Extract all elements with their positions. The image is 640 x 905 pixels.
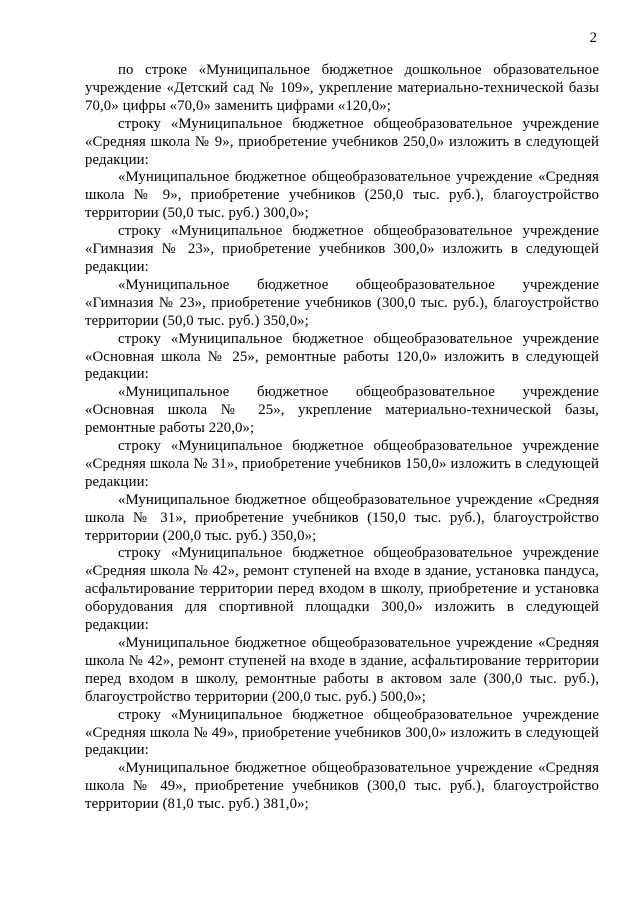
paragraph: строку «Муниципальное бюджетное общеобразовательное учреждение «Гимназия № 23», приобретение учебников 300,0» изложить в следующей редакции: — [85, 223, 599, 275]
paragraph: по строке «Муниципальное бюджетное дошкольное образовательное учреждение «Детский сад № 109», укрепление материально-технической базы 70,0» цифры «70,0» заменить цифрами «120,0»; — [85, 62, 599, 114]
paragraph: «Муниципальное бюджетное общеобразовательное учреждение «Гимназия № 23», приобретение учебников (300,0 тыс. руб.), благоустройство территории (50,0 тыс. руб.) 350,0»; — [85, 276, 599, 329]
page-number: 2 — [589, 30, 597, 46]
paragraph: строку «Муниципальное бюджетное общеобразовательное учреждение «Средняя школа № 9», приобретение учебников 250,0» изложить в следующей редакции: — [85, 115, 599, 168]
paragraph: строку «Муниципальное бюджетное общеобразовательное учреждение «Средняя школа № 49», приобретение учебников 300,0» изложить в следующей редакции: — [85, 706, 599, 759]
paragraph: строку «Муниципальное бюджетное общеобразовательное учреждение «Основная школа № 25», ремонтные работы 120,0» изложить в следующей редакции: — [85, 330, 599, 383]
paragraph: «Муниципальное бюджетное общеобразовательное учреждение «Средняя школа № 42», ремонт ступеней на входе в здание, асфальтирование территории перед входом в школу, ремонтные работы в актовом зале (300,0 тыс. руб.), благоустройство территории (200,0 тыс. руб.) 500,0»; — [85, 635, 599, 705]
paragraph: строку «Муниципальное бюджетное общеобразовательное учреждение «Средняя школа № 42», ремонт ступеней на входе в здание, установка пандуса, асфальтирование территории перед входом в школу, приобретение и установка оборудования для спортивной площадки 300,0» изложить в следующей редакции: — [85, 545, 599, 634]
paragraph: «Муниципальное бюджетное общеобразовательное учреждение «Средняя школа № 9», приобретение учебников (250,0 тыс. руб.), благоустройство территории (50,0 тыс. руб.) 300,0»; — [85, 169, 599, 222]
paragraph: «Муниципальное бюджетное общеобразовательное учреждение «Средняя школа № 31», приобретение учебников (150,0 тыс. руб.), благоустройство территории (200,0 тыс. руб.) 350,0»; — [85, 491, 599, 544]
document-body — [85, 62, 599, 814]
paragraph: «Муниципальное бюджетное общеобразовательное учреждение «Средняя школа № 49», приобретение учебников (300,0 тыс. руб.), благоустройство территории (81,0 тыс. руб.) 381,0»; — [85, 760, 599, 813]
paragraph: строку «Муниципальное бюджетное общеобразовательное учреждение «Средняя школа № 31», приобретение учебников 150,0» изложить в следующей редакции: — [85, 438, 599, 490]
paragraph: «Муниципальное бюджетное общеобразовательное учреждение «Основная школа № 25», укрепление материально-технической базы, ремонтные работы 220,0»; — [85, 384, 599, 437]
